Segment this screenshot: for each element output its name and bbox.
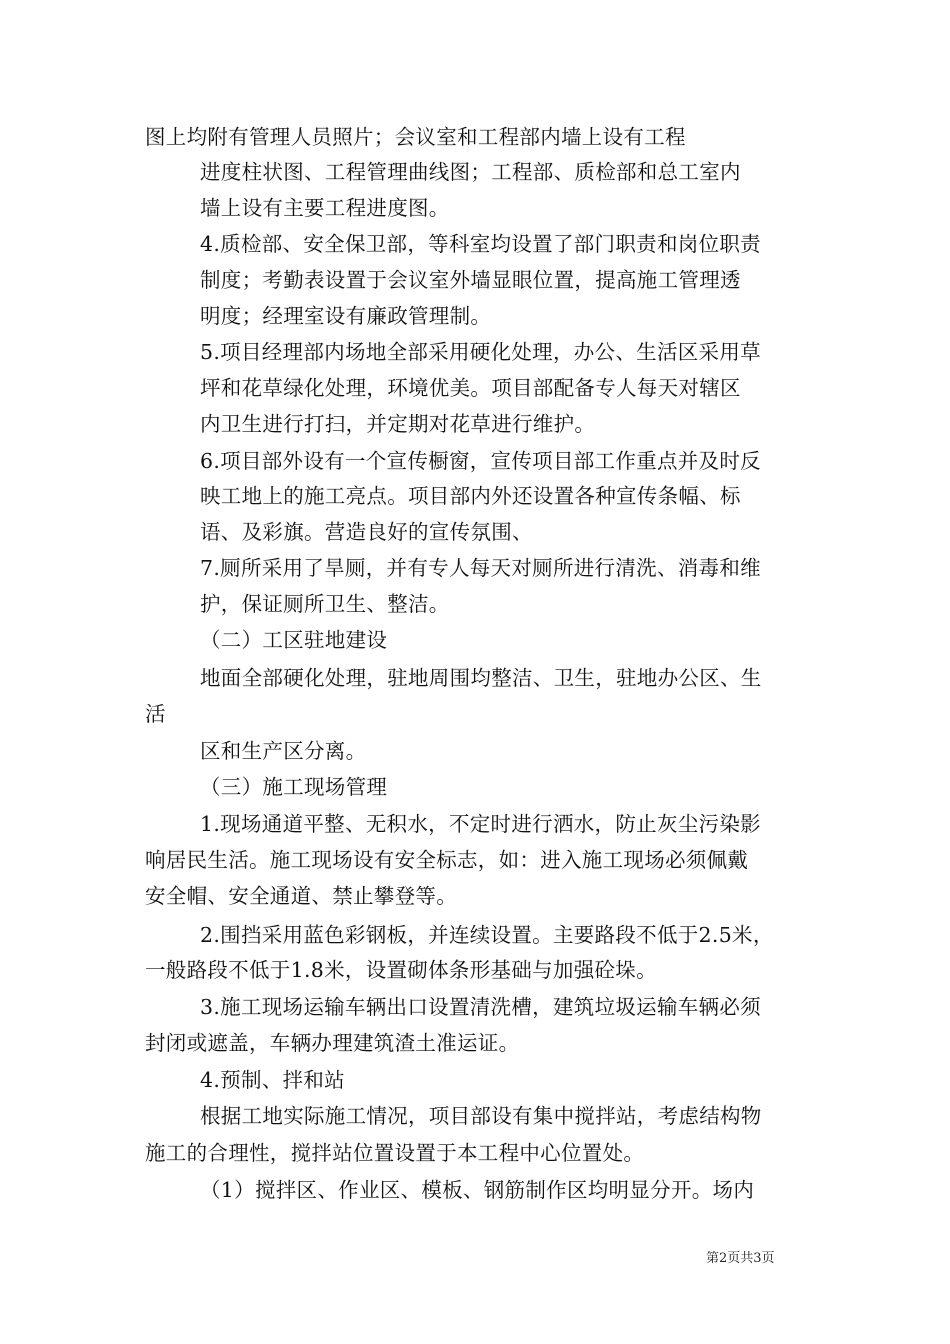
text-line: 响居民生活。施工现场设有安全标志，如：进入施工现场必须佩戴 bbox=[145, 848, 749, 872]
text-line: 安全帽、安全通道、禁止攀登等。 bbox=[145, 884, 457, 908]
text-line: 区和生产区分离。 bbox=[200, 739, 367, 763]
text-line: 明度；经理室设有廉政管理制。 bbox=[200, 304, 492, 328]
text-line: 7.厕所采用了旱厕，并有专人每天对厕所进行清洗、消毒和维 bbox=[200, 556, 761, 580]
text-line: 图上均附有管理人员照片；会议室和工程部内墙上设有工程 bbox=[145, 125, 686, 149]
text-line: 地面全部硬化处理，驻地周围均整洁、卫生，驻地办公区、生 bbox=[200, 666, 762, 690]
text-line: 施工的合理性，搅拌站位置设置于本工程中心位置处。 bbox=[145, 1141, 645, 1165]
text-line: 内卫生进行打扫，并定期对花草进行维护。 bbox=[200, 412, 596, 436]
text-line: 3.施工现场运输车辆出口设置清洗槽，建筑垃圾运输车辆必须 bbox=[200, 995, 761, 1019]
text-line: 映工地上的施工亮点。项目部内外还设置各种宣传条幅、标 bbox=[200, 484, 741, 508]
text-line: 封闭或遮盖，车辆办理建筑渣土准运证。 bbox=[145, 1031, 520, 1055]
text-line: 根据工地实际施工情况，项目部设有集中搅拌站，考虑结构物 bbox=[200, 1104, 762, 1128]
text-line: 活 bbox=[145, 702, 166, 726]
text-line: （1）搅拌区、作业区、模板、钢筋制作区均明显分开。场内 bbox=[200, 1178, 755, 1202]
text-line: 一般路段不低于1.8米，设置砌体条形基础与加强砼垛。 bbox=[145, 958, 657, 982]
text-line: 进度柱状图、工程管理曲线图；工程部、质检部和总工室内 bbox=[200, 160, 741, 184]
text-line: 4.质检部、安全保卫部，等科室均设置了部门职责和岗位职责 bbox=[200, 232, 761, 256]
text-line: 5.项目经理部内场地全部采用硬化处理，办公、生活区采用草 bbox=[200, 340, 761, 364]
text-line: 制度；考勤表设置于会议室外墙显眼位置，提高施工管理透 bbox=[200, 268, 741, 292]
text-line: 4.预制、拌和站 bbox=[200, 1068, 345, 1092]
section-heading: （二）工区驻地建设 bbox=[200, 628, 388, 652]
text-line: 语、及彩旗。营造良好的宣传氛围、 bbox=[200, 520, 533, 544]
text-line: 2.围挡采用蓝色彩钢板，并连续设置。主要路段不低于2.5米， bbox=[200, 923, 774, 947]
text-line: 墙上设有主要工程进度图。 bbox=[200, 196, 450, 220]
text-line: 护，保证厕所卫生、整洁。 bbox=[200, 592, 450, 616]
page-number: 第2页共3页 bbox=[706, 1251, 775, 1266]
section-heading: （三）施工现场管理 bbox=[200, 775, 388, 799]
text-line: 坪和花草绿化处理，环境优美。项目部配备专人每天对辖区 bbox=[200, 376, 741, 400]
text-line: 1.现场通道平整、无积水，不定时进行洒水，防止灰尘污染影 bbox=[200, 812, 761, 836]
text-line: 6.项目部外设有一个宣传橱窗，宣传项目部工作重点并及时反 bbox=[200, 449, 761, 473]
